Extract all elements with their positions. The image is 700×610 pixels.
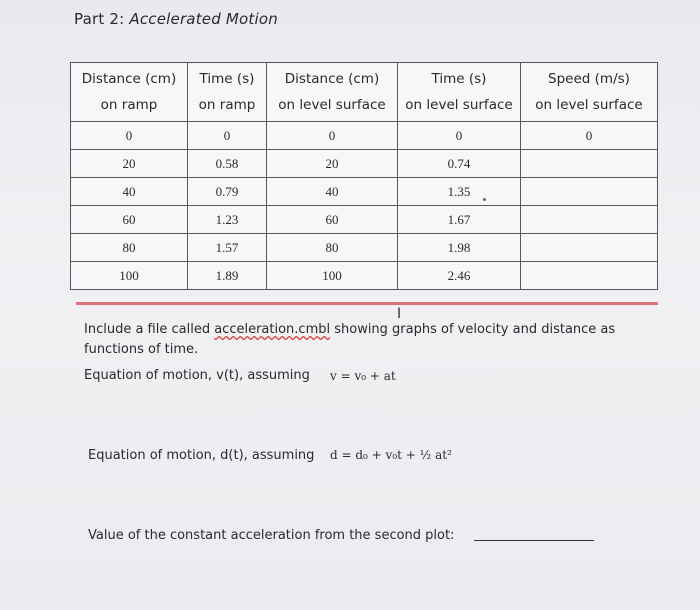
pen-mark xyxy=(483,198,486,201)
table-cell: 40 xyxy=(267,178,398,206)
table-cell: 0.74 xyxy=(398,150,521,178)
table-header-row xyxy=(71,63,658,122)
table-row xyxy=(71,150,658,178)
table-cell: 60 xyxy=(267,206,398,234)
table-cell: 1.35 xyxy=(398,178,521,206)
table-cell: 40 xyxy=(71,178,188,206)
part-title xyxy=(74,10,278,28)
filename: acceleration.cmbl xyxy=(214,322,331,337)
table-row xyxy=(71,206,658,234)
header-distance-ramp: Distance (cm) on ramp xyxy=(71,63,188,122)
table-cell: 0 xyxy=(188,122,267,150)
table-cell: 0 xyxy=(521,122,658,150)
table-cell: 0 xyxy=(267,122,398,150)
table-cell-empty[interactable] xyxy=(521,262,658,290)
table-cell: 60 xyxy=(71,206,188,234)
table-cell: 20 xyxy=(267,150,398,178)
table-cell-empty[interactable] xyxy=(521,150,658,178)
equation-velocity-formula: v = v₀ + at xyxy=(330,369,396,383)
equation-distance-label: Equation of motion, d(t), assuming xyxy=(88,448,315,463)
table-cell: 1.67 xyxy=(398,206,521,234)
header-time-level: Time (s) on level surface xyxy=(398,63,521,122)
table-cell: 80 xyxy=(267,234,398,262)
table-row xyxy=(71,262,658,290)
header-distance-level: Distance (cm) on level surface xyxy=(267,63,398,122)
part-topic: Accelerated Motion xyxy=(129,10,278,28)
equation-velocity-label: Equation of motion, v(t), assuming xyxy=(84,368,310,383)
table-cell: 0 xyxy=(71,122,188,150)
table-row xyxy=(71,178,658,206)
header-time-ramp: Time (s) on ramp xyxy=(188,63,267,122)
table-cell: 1.89 xyxy=(188,262,267,290)
table-cell-empty[interactable] xyxy=(521,206,658,234)
table-cell: 80 xyxy=(71,234,188,262)
table-cell-empty[interactable] xyxy=(521,234,658,262)
constant-acceleration-label: Value of the constant acceleration from the second plot: xyxy=(88,528,455,543)
table-cell: 20 xyxy=(71,150,188,178)
table-cell: 100 xyxy=(267,262,398,290)
part-label: Part 2: xyxy=(74,10,125,28)
table-cell: 1.57 xyxy=(188,234,267,262)
red-divider xyxy=(76,302,658,305)
text-cursor-icon: I xyxy=(397,306,402,322)
table-cell: 0 xyxy=(398,122,521,150)
table-cell: 0.58 xyxy=(188,150,267,178)
instructions-text: Include a file called acceleration.cmbl showing graphs of velocity and distance as functions of time. xyxy=(84,322,616,357)
answer-blank-line[interactable] xyxy=(474,540,594,541)
table-row xyxy=(71,122,658,150)
data-table xyxy=(70,62,658,290)
table-cell: 0.79 xyxy=(188,178,267,206)
equation-distance-formula: d = d₀ + v₀t + ½ at² xyxy=(330,448,452,462)
header-speed-level: Speed (m/s) on level surface xyxy=(521,63,658,122)
table-cell-empty[interactable] xyxy=(521,178,658,206)
table-row xyxy=(71,234,658,262)
table-cell: 2.46 xyxy=(398,262,521,290)
table-cell: 100 xyxy=(71,262,188,290)
table-cell: 1.98 xyxy=(398,234,521,262)
table-cell: 1.23 xyxy=(188,206,267,234)
